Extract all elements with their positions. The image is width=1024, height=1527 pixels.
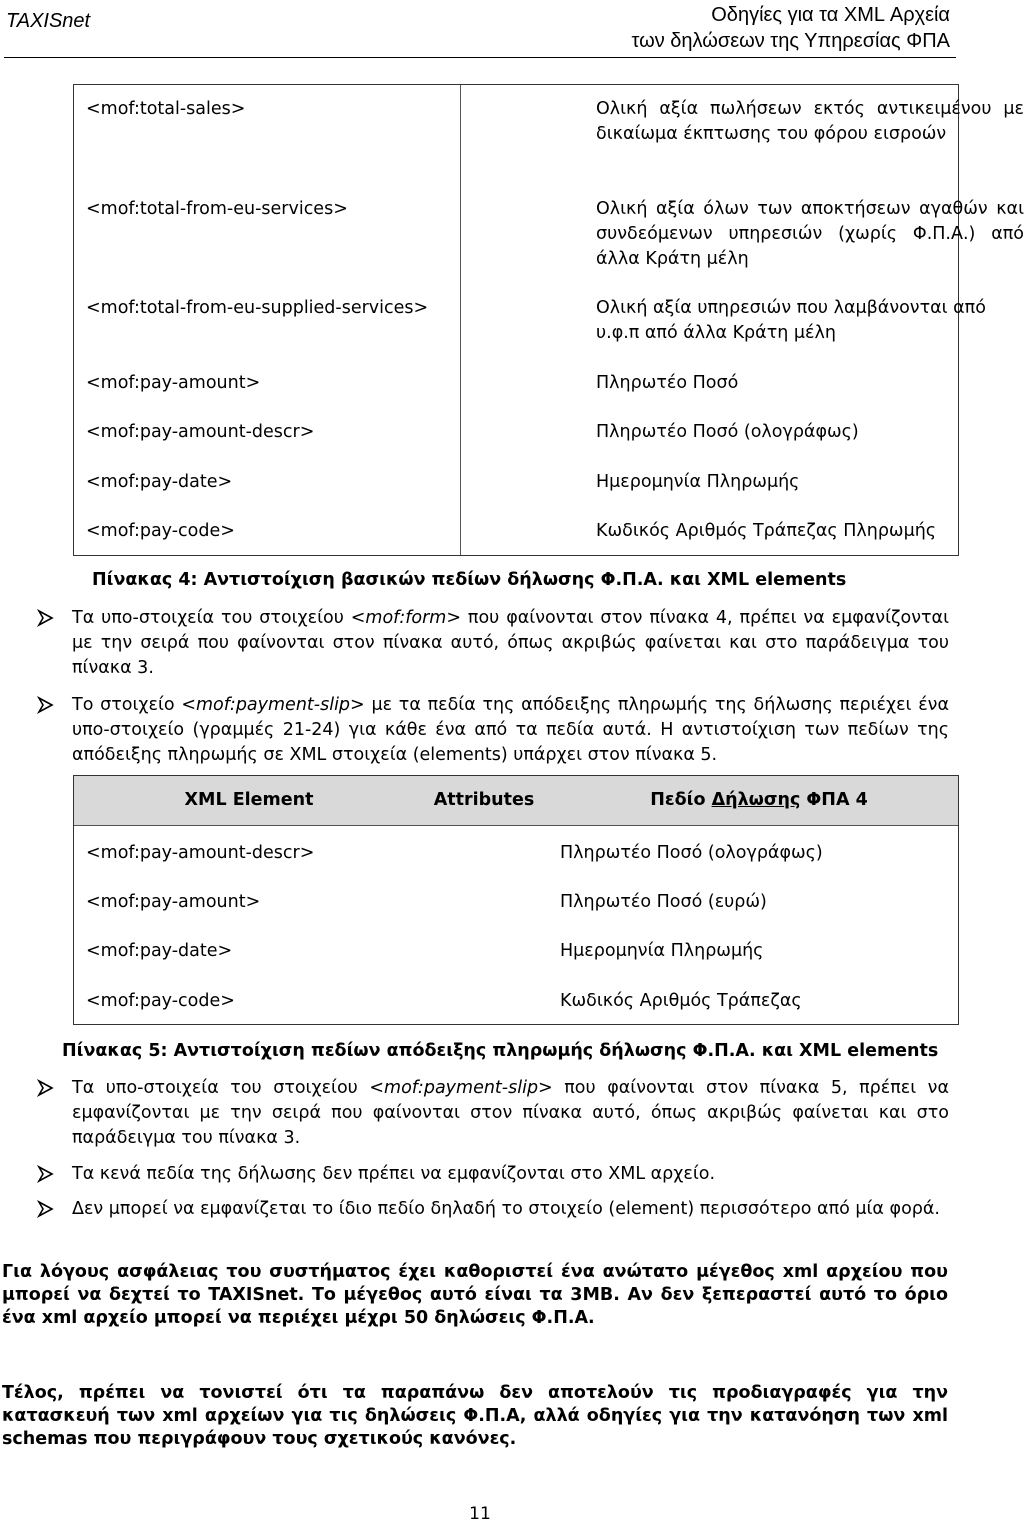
xml-element-ref: <mof:form> (350, 608, 462, 628)
table-4-desc-cell: Κωδικός Αριθμός Τράπεζας Πληρωμής (596, 521, 937, 541)
bullet-text: Τα υπο-στοιχεία του στοιχείου (72, 1078, 370, 1098)
arrow-bullet-icon (37, 609, 55, 627)
bullet-text: με τα πεδία της απόδειξης πληρωμής της δήλωσης περιέχει ένα υπο-στοιχείο (γραμμές 21-24) για κάθε ένα από τα πεδία αυτά. Η αντιστοίχιση των πεδίων της απόδειξης πληρωμής σε XML στοιχεία (elements) υπάρχει στον πίνακα 5. (72, 695, 949, 765)
table-5 (73, 775, 959, 1025)
table-5-field-cell: Κωδικός Αριθμός Τράπεζας (560, 991, 802, 1011)
list-item (37, 693, 949, 768)
table-4-desc-cell: Ολική αξία όλων των αποκτήσεων αγαθών και συνδεόμενων υπηρεσιών (χωρίς Φ.Π.Α.) από άλλα Κράτη μέλη (596, 199, 1024, 269)
table-4-desc-cell: Ολική αξία πωλήσεων εκτός αντικειμένου με δικαίωμα έκπτωσης του φόρου εισροών (596, 99, 1024, 144)
bullet-text: που φαίνονται στον πίνακα 5, πρέπει να εμφανίζονται με την σειρά που φαίνονται στον πίνακα αυτό, όπως ακριβώς φαίνεται και στο παράδειγμα του πίνακα 3. (72, 1078, 949, 1148)
table-5-field-cell: Πληρωτέο Ποσό (ολογράφως) (560, 843, 823, 863)
table-4-element-cell: <mof:pay-amount> (86, 373, 261, 393)
table-4-element-cell: <mof:total-sales> (86, 99, 246, 119)
table-4-element-cell: <mof:pay-amount-descr> (86, 422, 315, 442)
table-4-desc-cell: Πληρωτέο Ποσό (596, 373, 739, 393)
arrow-bullet-icon (37, 1165, 55, 1183)
table-4-desc-cell: Ημερομηνία Πληρωμής (596, 472, 800, 492)
table-5-element-cell: <mof:pay-code> (86, 991, 235, 1011)
list-item (37, 1197, 949, 1222)
xml-element-ref: <mof:payment-slip> (181, 695, 365, 715)
table-5-header-attributes: Attributes (433, 790, 535, 810)
header-doc-title (632, 2, 951, 54)
list-item (37, 1076, 949, 1151)
table-5-element-cell: <mof:pay-date> (86, 941, 233, 961)
header-title-line1: Οδηγίες για τα XML Αρχεία (711, 4, 950, 26)
security-note: Για λόγους ασφάλειας του συστήματος έχει καθοριστεί ένα ανώτατο μέγεθος xml αρχείου που μπορεί να δεχτεί το TAXISnet. Το μέγεθος αυτό είναι τα 3MB. Αν δεν ξεπεραστεί αυτό το όριο ένα xml αρχείο μπορεί να περιέχει μέχρι 50 δηλώσεις Φ.Π.Α. (2, 1262, 948, 1328)
header-divider (4, 57, 956, 58)
bullet-text: Δεν μπορεί να εμφανίζεται το ίδιο πεδίο δηλαδή το στοιχείο (element) περισσότερο από μία φορά. (72, 1199, 940, 1219)
arrow-bullet-icon (37, 1200, 55, 1218)
table-5-header-element: XML Element (184, 790, 314, 810)
bullet-text: Το στοιχείο (72, 695, 182, 715)
arrow-bullet-icon (37, 1079, 55, 1097)
table-4-caption: Πίνακας 4: Αντιστοίχιση βασικών πεδίων δήλωσης Φ.Π.Α. και XML elements (92, 570, 847, 590)
table-5-field-cell: Ημερομηνία Πληρωμής (560, 941, 764, 961)
table-5-header-field (614, 790, 904, 810)
header-title-line2: των δηλώσεων της Υπηρεσίας ΦΠΑ (631, 30, 950, 52)
table-4-element-cell: <mof:pay-code> (86, 521, 235, 541)
page-number: 11 (469, 1504, 491, 1524)
table-5-field-cell: Πληρωτέο Ποσό (ευρώ) (560, 892, 767, 912)
arrow-bullet-icon (37, 696, 55, 714)
table-5-header-field-prefix: Πεδίο (650, 790, 712, 810)
header-app-name: TAXISnet (6, 10, 91, 32)
table-5-element-cell: <mof:pay-amount-descr> (86, 843, 315, 863)
table-5-header-row (74, 776, 958, 826)
final-note: Τέλος, πρέπει να τονιστεί ότι τα παραπάνω δεν αποτελούν τις προδιαγραφές για την κατασκευή των xml αρχείων για τις δηλώσεις Φ.Π.Α, αλλά οδηγίες για την κατανόηση των xml schemas που περιγράφουν τους σχετικούς κανόνες. (2, 1383, 948, 1449)
bullet-text: Τα υπο-στοιχεία του στοιχείου (72, 608, 351, 628)
xml-element-ref: <mof:payment-slip> (369, 1078, 553, 1098)
table-4-element-cell: <mof:pay-date> (86, 472, 233, 492)
bullet-text: Τα κενά πεδία της δήλωσης δεν πρέπει να εμφανίζονται στο XML αρχείο. (72, 1164, 716, 1184)
table-5-element-cell: <mof:pay-amount> (86, 892, 261, 912)
table-4-column-divider (460, 85, 461, 555)
list-item (37, 606, 949, 681)
table-4-element-cell: <mof:total-from-eu-supplied-services> (86, 298, 429, 318)
table-4-element-cell: <mof:total-from-eu-services> (86, 199, 348, 219)
table-5-header-field-underlined: Δήλωσης (711, 790, 801, 810)
table-4-desc-cell: Πληρωτέο Ποσό (ολογράφως) (596, 422, 859, 442)
bullet-text: που φαίνονται στον πίνακα 4, πρέπει να εμφανίζονται με την σειρά που φαίνονται στον πίνακα αυτό, όπως ακριβώς φαίνεται και στο παράδειγμα του πίνακα 3. (72, 608, 949, 678)
list-item (37, 1162, 949, 1187)
table-4-desc-cell: Ολική αξία υπηρεσιών που λαμβάνονται από υ.φ.π από άλλα Κράτη μέλη (596, 298, 986, 343)
table-5-header-field-suffix: ΦΠΑ 4 (800, 790, 868, 810)
table-4 (73, 84, 1024, 556)
table-5-caption: Πίνακας 5: Αντιστοίχιση πεδίων απόδειξης πληρωμής δήλωσης Φ.Π.Α. και XML elements (62, 1041, 939, 1061)
